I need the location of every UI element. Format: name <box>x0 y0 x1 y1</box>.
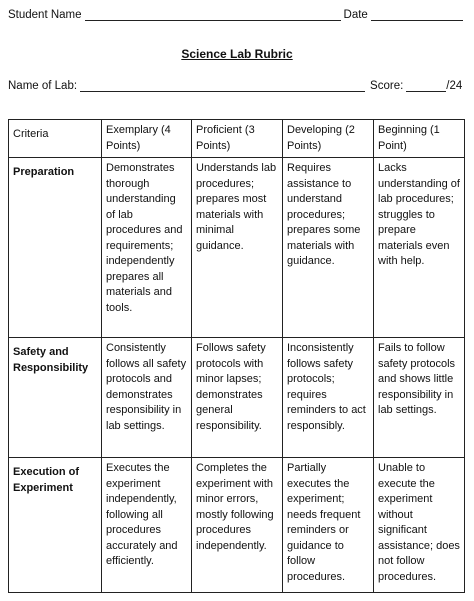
header-criteria: Criteria <box>9 120 102 158</box>
header-exemplary: Exemplary (4 Points) <box>102 120 192 158</box>
table-row <box>9 458 465 593</box>
header-proficient: Proficient (3 Points) <box>192 120 283 158</box>
table-cell: Unable to execute the experiment without significant assistance; does not follow procedures. <box>374 458 465 593</box>
student-name-field[interactable] <box>85 9 341 21</box>
criteria-cell: Safety and Responsibility <box>9 338 102 458</box>
table-cell: Demonstrates thorough understanding of lab procedures and requirements; independently prepares all materials and tools. <box>102 158 192 338</box>
table-cell: Follows safety protocols with minor lapses; demonstrates general responsibility. <box>192 338 283 458</box>
date-label: Date <box>343 9 368 21</box>
table-cell: Partially executes the experiment; needs frequent reminders or guidance to follow procedures. <box>283 458 374 593</box>
table-cell: Requires assistance to understand procedures; prepares some materials with guidance. <box>283 158 374 338</box>
table-row <box>9 338 465 458</box>
table-cell: Completes the experiment with minor errors, mostly following procedures independently. <box>192 458 283 593</box>
table-cell: Fails to follow safety protocols and shows little responsibility in lab settings. <box>374 338 465 458</box>
score-total: /24 <box>446 80 463 92</box>
header-developing: Developing (2 Points) <box>283 120 374 158</box>
table-cell: Executes the experiment independently, following all procedures accurately and efficiently. <box>102 458 192 593</box>
table-cell: Lacks understanding of lab procedures; struggles to prepare materials even with help. <box>374 158 465 338</box>
table-row <box>9 158 465 338</box>
date-field[interactable] <box>371 9 463 21</box>
lab-info-row <box>8 80 466 92</box>
table-cell: Inconsistently follows safety protocols; requires reminders to act responsibly. <box>283 338 374 458</box>
table-header-row <box>9 120 465 158</box>
student-info-row <box>8 9 466 21</box>
score-field[interactable] <box>406 80 446 92</box>
student-name-label: Student Name <box>8 9 82 21</box>
table-cell: Understands lab procedures; prepares most materials with minimal guidance. <box>192 158 283 338</box>
page-title: Science Lab Rubric <box>181 47 293 61</box>
criteria-cell: Execution of Experiment <box>9 458 102 593</box>
lab-name-label: Name of Lab: <box>8 80 78 92</box>
score-label: Score: <box>370 80 404 92</box>
rubric-table <box>8 119 465 593</box>
table-cell: Consistently follows all safety protocols and demonstrates responsibility in lab settings. <box>102 338 192 458</box>
header-beginning: Beginning (1 Point) <box>374 120 465 158</box>
criteria-cell: Preparation <box>9 158 102 338</box>
lab-name-field[interactable] <box>80 80 365 92</box>
